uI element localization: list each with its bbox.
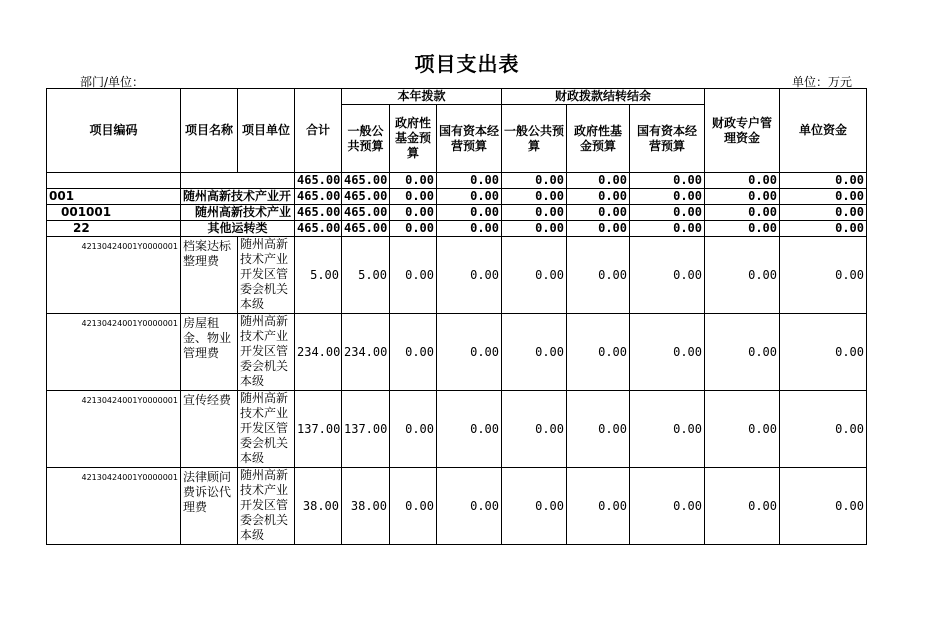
row-value: 0.00	[780, 173, 867, 189]
row-value: 0.00	[437, 468, 502, 545]
summary-row	[47, 205, 867, 221]
header-group-carry: 财政拨款结转结余	[502, 89, 705, 105]
header-total: 合计	[295, 89, 342, 173]
row-value: 0.00	[705, 391, 780, 468]
header-state: 国有资本经营预算	[437, 105, 502, 173]
header-carry-general: 一般公共预算	[502, 105, 567, 173]
row-value: 0.00	[705, 189, 780, 205]
row-value: 0.00	[502, 173, 567, 189]
row-value: 0.00	[390, 237, 437, 314]
row-value: 0.00	[502, 468, 567, 545]
row-value: 465.00	[295, 189, 342, 205]
row-value: 0.00	[567, 173, 630, 189]
row-value: 0.00	[502, 205, 567, 221]
row-value: 465.00	[295, 173, 342, 189]
project-code: 42130424001Y0000001	[47, 237, 181, 314]
row-value: 0.00	[437, 237, 502, 314]
row-value: 5.00	[295, 237, 342, 314]
row-value: 0.00	[630, 189, 705, 205]
row-value: 0.00	[780, 205, 867, 221]
row-value: 234.00	[342, 314, 390, 391]
row-value: 0.00	[390, 205, 437, 221]
row-value: 0.00	[780, 468, 867, 545]
row-value: 0.00	[780, 314, 867, 391]
table-row	[47, 237, 867, 314]
row-value: 0.00	[390, 468, 437, 545]
row-value: 0.00	[390, 173, 437, 189]
summary-row	[47, 173, 867, 189]
row-code: 001	[47, 189, 181, 205]
project-name: 法律顾问费诉讼代理费	[181, 468, 238, 545]
project-unit: 随州高新技术产业开发区管委会机关本级	[238, 237, 295, 314]
row-value: 0.00	[437, 173, 502, 189]
table-row	[47, 391, 867, 468]
row-value: 0.00	[705, 314, 780, 391]
row-value: 0.00	[502, 391, 567, 468]
row-value: 0.00	[705, 173, 780, 189]
row-value: 0.00	[502, 189, 567, 205]
row-value: 0.00	[705, 237, 780, 314]
row-value: 0.00	[780, 237, 867, 314]
row-code: 001001	[47, 205, 181, 221]
table-row	[47, 468, 867, 545]
row-value: 137.00	[295, 391, 342, 468]
row-value: 0.00	[567, 391, 630, 468]
row-name	[181, 173, 295, 189]
row-value: 0.00	[437, 221, 502, 237]
row-value: 0.00	[390, 391, 437, 468]
row-value: 465.00	[342, 189, 390, 205]
row-value: 0.00	[630, 314, 705, 391]
row-name: 随州高新技术产业开	[181, 189, 295, 205]
project-unit: 随州高新技术产业开发区管委会机关本级	[238, 391, 295, 468]
header-general: 一般公共预算	[342, 105, 390, 173]
row-value: 0.00	[437, 189, 502, 205]
row-value: 5.00	[342, 237, 390, 314]
summary-row	[47, 189, 867, 205]
project-code: 42130424001Y0000001	[47, 391, 181, 468]
row-value: 38.00	[295, 468, 342, 545]
header-carry-fund: 政府性基金预算	[567, 105, 630, 173]
row-value: 0.00	[780, 189, 867, 205]
row-value: 0.00	[437, 205, 502, 221]
row-value: 0.00	[567, 205, 630, 221]
header-group-budget: 本年拨款	[342, 89, 502, 105]
row-value: 0.00	[630, 237, 705, 314]
project-name: 宣传经费	[181, 391, 238, 468]
department-label: 部门/单位：	[80, 75, 145, 89]
header-carry-state: 国有资本经营预算	[630, 105, 705, 173]
row-value: 465.00	[342, 205, 390, 221]
row-value: 0.00	[630, 173, 705, 189]
row-value: 234.00	[295, 314, 342, 391]
header-special: 财政专户管理资金	[705, 89, 780, 173]
row-value: 465.00	[342, 173, 390, 189]
row-value: 0.00	[780, 391, 867, 468]
row-value: 0.00	[630, 391, 705, 468]
project-unit: 随州高新技术产业开发区管委会机关本级	[238, 314, 295, 391]
row-value: 465.00	[295, 221, 342, 237]
header-name: 项目名称	[181, 89, 238, 173]
project-name: 档案达标整理费	[181, 237, 238, 314]
row-value: 0.00	[567, 189, 630, 205]
row-value: 0.00	[630, 205, 705, 221]
project-code: 42130424001Y0000001	[47, 468, 181, 545]
row-code: 22	[47, 221, 181, 237]
row-value: 137.00	[342, 391, 390, 468]
row-value: 0.00	[502, 314, 567, 391]
row-value: 465.00	[295, 205, 342, 221]
row-value: 0.00	[567, 237, 630, 314]
row-value: 0.00	[437, 391, 502, 468]
row-value: 38.00	[342, 468, 390, 545]
header-unit: 项目单位	[238, 89, 295, 173]
row-value: 0.00	[437, 314, 502, 391]
table-row	[47, 314, 867, 391]
row-value: 0.00	[630, 468, 705, 545]
row-value: 0.00	[705, 205, 780, 221]
row-value: 0.00	[502, 221, 567, 237]
row-value: 0.00	[567, 468, 630, 545]
project-unit: 随州高新技术产业开发区管委会机关本级	[238, 468, 295, 545]
summary-row	[47, 221, 867, 237]
row-value: 0.00	[705, 468, 780, 545]
project-code: 42130424001Y0000001	[47, 314, 181, 391]
row-value: 0.00	[390, 221, 437, 237]
row-value: 0.00	[390, 189, 437, 205]
page-title: 项目支出表	[414, 52, 520, 76]
row-name: 其他运转类	[181, 221, 295, 237]
row-code	[47, 173, 181, 189]
row-value: 0.00	[567, 314, 630, 391]
row-name: 随州高新技术产业	[181, 205, 295, 221]
header-own: 单位资金	[780, 89, 867, 173]
project-name: 房屋租金、物业管理费	[181, 314, 238, 391]
unit-label: 单位：万元	[791, 75, 852, 89]
header-code: 项目编码	[47, 89, 181, 173]
row-value: 0.00	[780, 221, 867, 237]
row-value: 0.00	[705, 221, 780, 237]
row-value: 0.00	[567, 221, 630, 237]
row-value: 0.00	[630, 221, 705, 237]
project-expenditure-table	[46, 88, 867, 545]
row-value: 0.00	[390, 314, 437, 391]
row-value: 0.00	[502, 237, 567, 314]
row-value: 465.00	[342, 221, 390, 237]
header-fund: 政府性基金预算	[390, 105, 437, 173]
